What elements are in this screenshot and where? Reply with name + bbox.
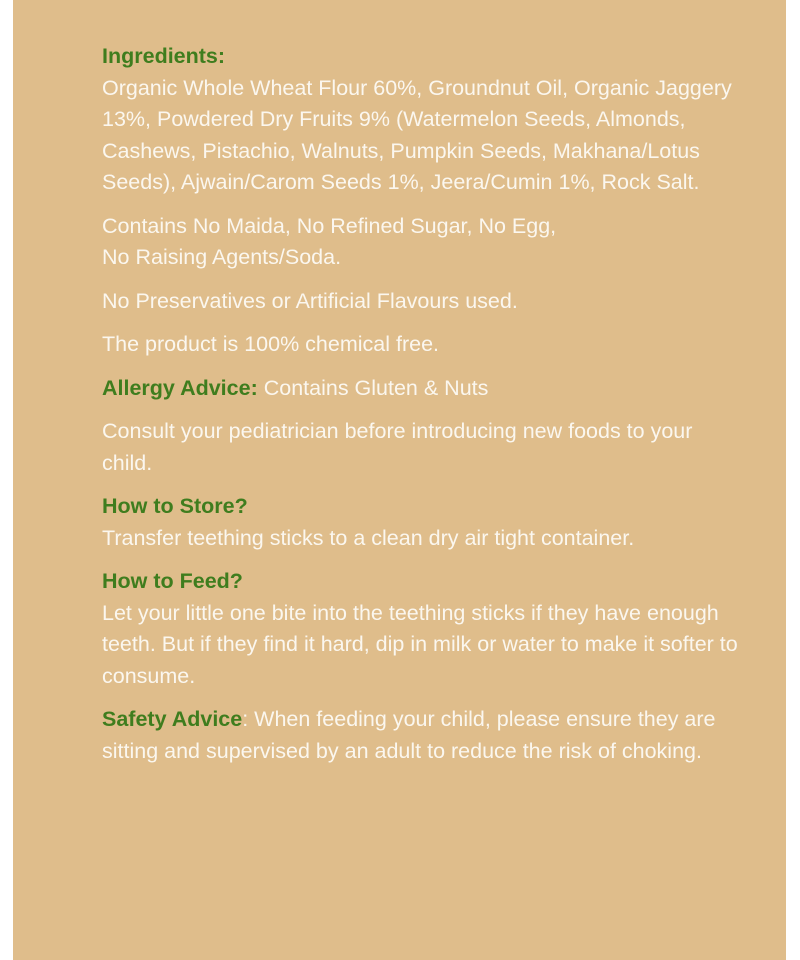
no-preservatives-text: No Preservatives or Artificial Flavours used. [102,288,518,313]
store-heading: How to Store? [102,494,248,518]
consult-text: Consult your pediatrician before introducing new foods to your child. [102,419,693,475]
contains-no-section [102,211,742,274]
chemical-free-text: The product is 100% chemical free. [102,332,439,356]
safety-text: : When feeding your child, please ensure they are sitting and supervised by an adult to reduce the risk of choking. [102,707,716,763]
store-section [102,491,742,554]
contains-no-line1: Contains No Maida, No Refined Sugar, No Egg, [102,213,557,238]
allergy-section [102,373,742,405]
ingredients-text: Organic Whole Wheat Flour 60%, Groundnut Oil, Organic Jaggery 13%, Powdered Dry Fruits 9% (Watermelon Seeds, Almonds, Cashews, Pistachio, Walnuts, Pumpkin Seeds, Makhana/Lotus Seeds), Ajwain/Carom Seeds 1%, Jeera/Cumin 1%, Rock Salt. [102,75,732,194]
label-panel [13,0,786,960]
feed-heading: How to Feed? [102,569,243,593]
ingredients-section [102,41,742,199]
contains-no-line2: No Raising Agents/Soda. [102,245,342,269]
label-content [102,41,742,779]
safety-heading: Safety Advice [102,707,243,731]
ingredients-heading: Ingredients: [102,44,226,68]
store-text: Transfer teething sticks to a clean dry air tight container. [102,525,635,550]
allergy-text: Contains Gluten & Nuts [257,375,489,400]
safety-section [102,704,742,767]
feed-text: Let your little one bite into the teething sticks if they have enough teeth. But if they find it hard, dip in milk or water to make it softer to consume. [102,600,738,688]
allergy-heading: Allergy Advice: [102,375,258,400]
feed-section [102,566,742,692]
